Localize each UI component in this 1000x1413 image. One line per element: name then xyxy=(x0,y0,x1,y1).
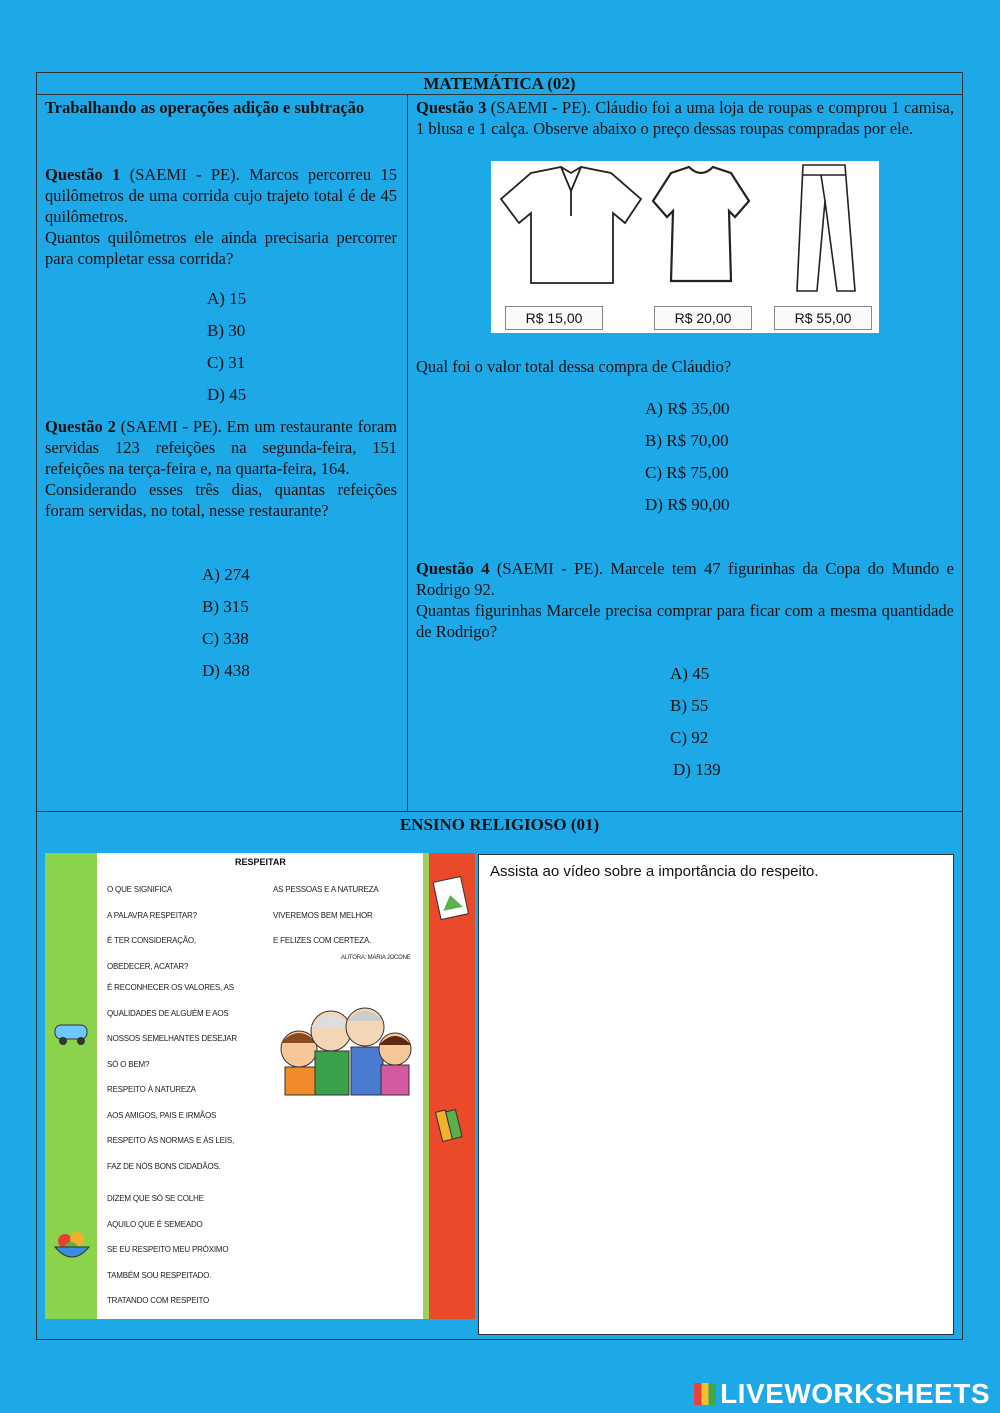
poem-line: A PALAVRA RESPEITAR? xyxy=(107,911,197,920)
poem-line: RESPEITO ÀS NORMAS E ÀS LEIS, xyxy=(107,1136,234,1145)
price-pants: R$ 55,00 xyxy=(774,306,872,330)
video-box[interactable] xyxy=(478,854,954,1335)
q1-options xyxy=(207,289,246,417)
poem-line: OBEDECER, ACATAR? xyxy=(107,962,189,971)
q1-option-c[interactable]: C) 31 xyxy=(207,353,246,372)
q2-statement xyxy=(45,416,397,479)
poem-line: É RECONHECER OS VALORES, AS xyxy=(107,983,234,992)
divider xyxy=(37,94,962,95)
q3-options xyxy=(645,399,730,527)
poem-line: O QUE SIGNIFICA xyxy=(107,885,173,894)
car-icon xyxy=(51,1017,93,1047)
q4-label: Questão 4 xyxy=(416,559,490,578)
price-shirt: R$ 15,00 xyxy=(505,306,603,330)
family-illustration xyxy=(273,997,413,1097)
q1-option-d[interactable]: D) 45 xyxy=(207,385,247,404)
q3-question: Qual foi o valor total dessa compra de Cláudio? xyxy=(416,357,732,376)
q3-block xyxy=(416,97,954,139)
q2-option-b[interactable]: B) 315 xyxy=(202,597,249,616)
q1-text: (SAEMI - PE). Marcos percorreu 15 quilômetros de uma corrida cujo trajeto total é de 45 quilômetros. xyxy=(45,165,398,226)
q1-option-a[interactable]: A) 15 xyxy=(207,289,247,308)
poem-line: AS PESSOAS E A NATUREZA xyxy=(273,885,379,894)
worksheet xyxy=(36,72,963,1340)
column-divider xyxy=(407,94,408,811)
fruit-bowl-icon xyxy=(51,1225,93,1265)
q4-block xyxy=(416,558,954,642)
polo-shirt-icon xyxy=(501,167,641,283)
poem-line: TAMBÉM SOU RESPEITADO. xyxy=(107,1271,212,1280)
q3-statement xyxy=(416,97,954,139)
poem-line: VIVEREMOS BEM MELHOR xyxy=(273,911,373,920)
q4-text: (SAEMI - PE). Marcele tem 47 figurinhas da Copa do Mundo e Rodrigo 92. xyxy=(416,559,955,599)
q1-question: Quantos quilômetros ele ainda precisaria percorrer para completar essa corrida? xyxy=(45,228,397,268)
q2-question: Considerando esses três dias, quantas refeições foram servidas, no total, nesse restaurante? xyxy=(45,480,397,520)
clothes-drawing xyxy=(491,161,879,306)
picture-frame-icon xyxy=(433,875,469,923)
q4-option-a[interactable]: A) 45 xyxy=(670,664,710,683)
q4-option-d[interactable]: D) 139 xyxy=(673,760,721,779)
poem-line: FAZ DE NÓS BONS CIDADÃOS. xyxy=(107,1162,221,1171)
poem-line: DIZEM QUE SÓ SE COLHE xyxy=(107,1194,204,1203)
q2-block xyxy=(45,416,397,521)
q1-option-b[interactable]: B) 30 xyxy=(207,321,246,340)
q3-option-a[interactable]: A) R$ 35,00 xyxy=(645,399,730,418)
poem-line: TRATANDO COM RESPEITO xyxy=(107,1296,210,1305)
q3-option-b[interactable]: B) R$ 70,00 xyxy=(645,431,729,450)
q3-option-d[interactable]: D) R$ 90,00 xyxy=(645,495,730,514)
q3-option-c[interactable]: C) R$ 75,00 xyxy=(645,463,729,482)
q2-label: Questão 2 xyxy=(45,417,116,436)
poem-author: AUTORA: MARIA JOCONE xyxy=(341,955,411,961)
poem-line: QUALIDADES DE ALGUÉM E AOS xyxy=(107,1009,229,1018)
q4-question: Quantas figurinhas Marcele precisa comprar para ficar com a mesma quantidade de Rodrigo? xyxy=(416,601,954,641)
poem-line: E FELIZES COM CERTEZA. xyxy=(273,936,372,945)
q2-text: (SAEMI - PE). Em um restaurante foram servidas 123 refeições na segunda-feira, 151 refeições na terça-feira e, na quarta-feira, 164. xyxy=(45,417,398,478)
q4-option-c[interactable]: C) 92 xyxy=(670,728,709,747)
pants-icon xyxy=(797,165,855,291)
poem-line: AQUILO QUE É SEMEADO xyxy=(107,1220,203,1229)
video-instruction: Assista ao vídeo sobre a importância do respeito. xyxy=(490,863,819,880)
q4-statement xyxy=(416,558,954,600)
logo-mark-icon xyxy=(694,1383,716,1405)
books-icon xyxy=(433,1103,469,1147)
price-tshirt: R$ 20,00 xyxy=(654,306,752,330)
clothes-image xyxy=(491,161,879,333)
q4-option-b[interactable]: B) 55 xyxy=(670,696,709,715)
q3-text: (SAEMI - PE). Cláudio foi a uma loja de roupas e comprou 1 camisa, 1 blusa e 1 calça. Observe abaixo o preço dessas roupas compradas por ele. xyxy=(416,98,954,138)
q3-label: Questão 3 xyxy=(416,98,487,117)
q2-option-d[interactable]: D) 438 xyxy=(202,661,250,680)
poem-image xyxy=(45,853,475,1319)
q2-option-c[interactable]: C) 338 xyxy=(202,629,249,648)
divider xyxy=(37,811,962,812)
q2-option-a[interactable]: A) 274 xyxy=(202,565,250,584)
poem-line: AOS AMIGOS, PAIS E IRMÃOS xyxy=(107,1111,217,1120)
q1-label: Questão 1 xyxy=(45,165,121,184)
poem-line: SÓ O BEM? xyxy=(107,1060,150,1069)
math-header: MATEMÁTICA (02) xyxy=(423,74,576,93)
poem-line: SE EU RESPEITO MEU PRÓXIMO xyxy=(107,1245,229,1254)
liveworksheets-logo xyxy=(694,1378,990,1410)
section-title: Trabalhando as operações adição e subtração xyxy=(45,98,365,117)
poem-line: NOSSOS SEMELHANTES DESEJAR xyxy=(107,1034,237,1043)
tshirt-icon xyxy=(653,167,749,281)
logo-text: LIVEWORKSHEETS xyxy=(720,1378,990,1409)
poem-title: RESPEITAR xyxy=(235,857,286,867)
left-column xyxy=(45,97,397,269)
q4-options xyxy=(670,664,721,792)
poem-line: É TER CONSIDERAÇÃO, xyxy=(107,936,196,945)
q2-options xyxy=(202,565,250,693)
poem-line: RESPEITO À NATUREZA xyxy=(107,1085,196,1094)
q1-statement xyxy=(45,164,397,227)
religion-header: ENSINO RELIGIOSO (01) xyxy=(399,815,600,834)
